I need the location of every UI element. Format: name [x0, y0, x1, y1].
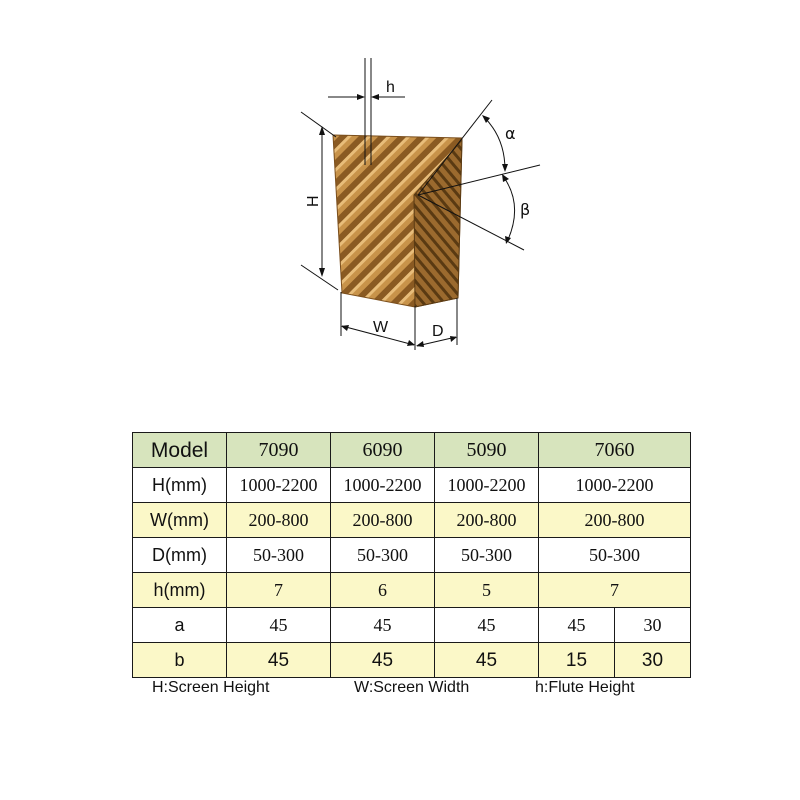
table-cell: 45: [539, 608, 615, 643]
H-arrowhead-bottom: [319, 268, 325, 277]
row-header-D: D(mm): [133, 538, 227, 573]
table-cell: 30: [615, 608, 691, 643]
table-cell: 200-800: [331, 503, 435, 538]
model-6090: 6090: [331, 433, 435, 468]
table-row-b: [133, 643, 691, 678]
alpha-label: α: [505, 124, 516, 143]
footnote-screen-width: W:Screen Width: [354, 679, 470, 696]
row-header-W: W(mm): [133, 503, 227, 538]
table-cell: 50-300: [227, 538, 331, 573]
W-arrowhead-right: [407, 340, 415, 346]
row-header-a: a: [133, 608, 227, 643]
table-cell: 6: [331, 573, 435, 608]
h-arrowhead-left: [357, 94, 365, 100]
table-cell: 200-800: [539, 503, 691, 538]
table-cell: 50-300: [539, 538, 691, 573]
table-row-H: [133, 468, 691, 503]
table-cell: 5: [435, 573, 539, 608]
H-label: H: [305, 195, 322, 207]
h-arrowhead-right: [371, 94, 379, 100]
table-cell: 7: [539, 573, 691, 608]
row-header-h: h(mm): [133, 573, 227, 608]
W-label: W: [373, 319, 389, 336]
table-cell: 50-300: [331, 538, 435, 573]
table-cell: 45: [435, 608, 539, 643]
beta-arrowhead-top: [502, 174, 509, 182]
table-cell: 7: [227, 573, 331, 608]
H-ext-top: [301, 112, 336, 137]
table-cell: 45: [227, 608, 331, 643]
table-row-h: [133, 573, 691, 608]
model-7090: 7090: [227, 433, 331, 468]
model-7060: 7060: [539, 433, 691, 468]
D-arrowhead-left: [416, 341, 424, 347]
table-cell: 1000-2200: [227, 468, 331, 503]
table-row-D: [133, 538, 691, 573]
table-cell: 200-800: [227, 503, 331, 538]
model-5090: 5090: [435, 433, 539, 468]
table-cell: 1000-2200: [435, 468, 539, 503]
table-cell: 1000-2200: [539, 468, 691, 503]
D-label: D: [432, 323, 444, 340]
alpha-arrowhead-bottom: [502, 164, 508, 172]
footnote-screen-height: H:Screen Height: [152, 679, 270, 696]
W-arrowhead-left: [341, 325, 349, 331]
table-cell: 200-800: [435, 503, 539, 538]
table-cell: 30: [615, 643, 691, 678]
table-row-a: [133, 608, 691, 643]
table-cell: 45: [435, 643, 539, 678]
table-cell: 45: [331, 608, 435, 643]
H-arrowhead-top: [319, 126, 325, 135]
table-cell: 45: [227, 643, 331, 678]
alpha-arc: [484, 117, 505, 170]
row-header-H: H(mm): [133, 468, 227, 503]
table-cell: 15: [539, 643, 615, 678]
footnote-flute-height: h:Flute Height: [535, 679, 635, 696]
table-row-W: [133, 503, 691, 538]
row-header-model: Model: [133, 433, 227, 468]
table-cell: 1000-2200: [331, 468, 435, 503]
table-cell: 50-300: [435, 538, 539, 573]
h-label: h: [386, 79, 395, 96]
row-header-b: b: [133, 643, 227, 678]
D-arrowhead-right: [450, 336, 457, 342]
spec-table: [132, 432, 691, 678]
beta-arc: [503, 176, 515, 242]
beta-label: β: [520, 200, 531, 219]
table-row-model: [133, 433, 691, 468]
table-cell: 45: [331, 643, 435, 678]
